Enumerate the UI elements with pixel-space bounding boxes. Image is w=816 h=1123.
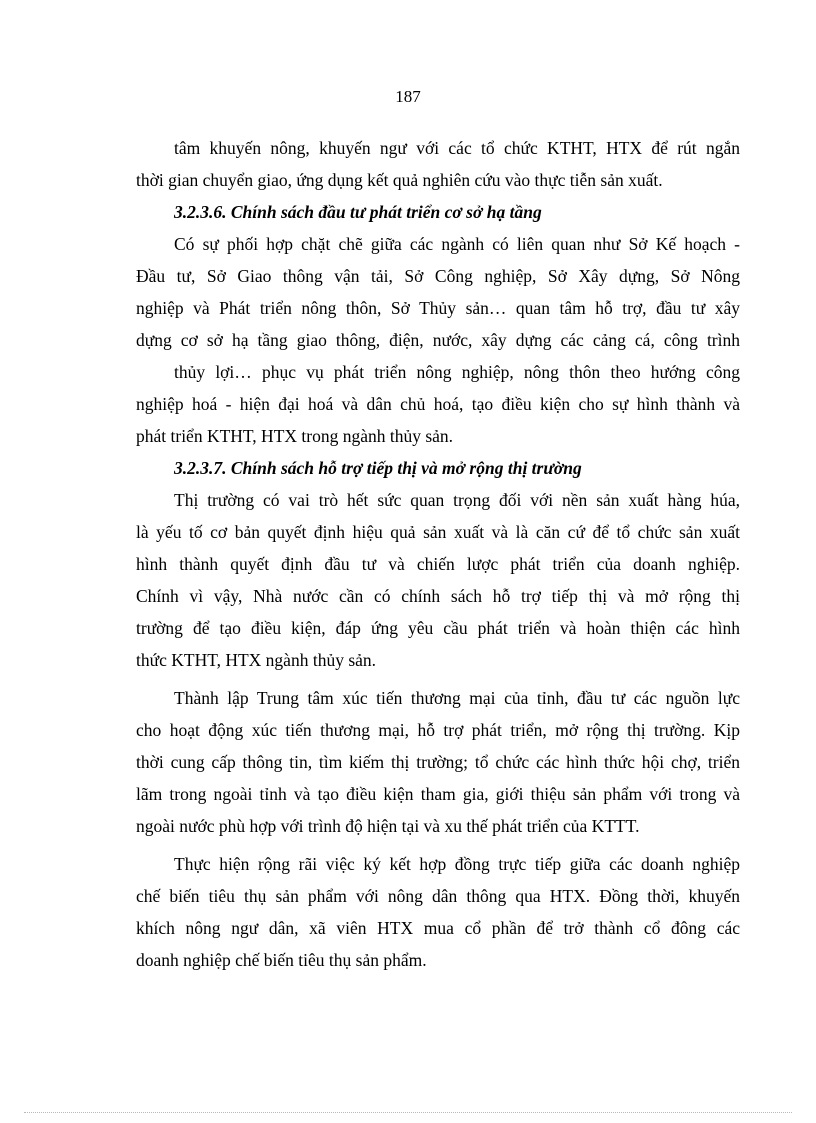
paragraph-last-line: ngoài nước phù hợp với trình độ hiện tại và xu thế phát triển của KTTT. <box>136 816 640 836</box>
paragraph-first-line: Thị trường có vai trò hết sức quan trọng đối với nền sản xuất hàng húa, <box>174 490 740 510</box>
text-line: chế biến tiêu thụ sản phẩm với nông dân thông qua HTX. Đồng thời, khuyến <box>136 886 740 906</box>
text-line: trường để tạo điều kiện, đáp ứng yêu cầu phát triển và hoàn thiện các hình <box>136 618 740 638</box>
paragraph-first-line: Thực hiện rộng rãi việc ký kết hợp đồng trực tiếp giữa các doanh nghiệp <box>174 854 740 874</box>
text-line: khích nông ngư dân, xã viên HTX mua cổ phần để trở thành cổ đông các <box>136 918 740 938</box>
footer-dotted-rule <box>24 1112 792 1113</box>
text-line: cho hoạt động xúc tiến thương mại, hỗ trợ phát triển, mở rộng thị trường. Kịp <box>136 720 740 740</box>
section-heading: 3.2.3.6. Chính sách đầu tư phát triển cơ sở hạ tầng <box>174 202 542 222</box>
text-line: nghiệp hoá - hiện đại hoá và dân chủ hoá, tạo điều kiện cho sự hình thành và <box>136 394 740 414</box>
text-line: hình thành quyết định đầu tư và chiến lược phát triển của doanh nghiệp. <box>136 554 740 574</box>
paragraph-first-line: Có sự phối hợp chặt chẽ giữa các ngành có liên quan như Sở Kế hoạch - <box>174 234 740 254</box>
text-line: Chính vì vậy, Nhà nước cần có chính sách hỗ trợ tiếp thị và mở rộng thị <box>136 586 740 606</box>
section-heading: 3.2.3.7. Chính sách hỗ trợ tiếp thị và mở rộng thị trường <box>174 458 582 478</box>
paragraph-first-line: thủy lợi… phục vụ phát triển nông nghiệp, nông thôn theo hướng công <box>174 362 740 382</box>
text-line: dựng cơ sở hạ tầng giao thông, điện, nước, xây dựng các cảng cá, công trình <box>136 330 740 350</box>
document-body <box>136 132 740 976</box>
paragraph-last-line: thời gian chuyển giao, ứng dụng kết quả nghiên cứu vào thực tiễn sản xuất. <box>136 170 663 190</box>
page-number: 187 <box>395 87 421 106</box>
paragraph-first-line: Thành lập Trung tâm xúc tiến thương mại của tỉnh, đầu tư các nguồn lực <box>174 688 740 708</box>
text-line: là yếu tố cơ bản quyết định hiệu quả sản xuất và là căn cứ để tổ chức sản xuất <box>136 522 740 542</box>
paragraph-last-line: doanh nghiệp chế biến tiêu thụ sản phẩm. <box>136 950 427 970</box>
text-line: nghiệp và Phát triển nông thôn, Sở Thủy sản… quan tâm hỗ trợ, đầu tư xây <box>136 298 740 318</box>
paragraph-last-line: thức KTHT, HTX ngành thủy sản. <box>136 650 377 670</box>
text-line: thời cung cấp thông tin, tìm kiếm thị trường; tổ chức các hình thức hội chợ, triển <box>136 752 740 772</box>
text-line: lãm trong ngoài tỉnh và tạo điều kiện tham gia, giới thiệu sản phẩm với trong và <box>136 784 740 804</box>
text-line: Đầu tư, Sở Giao thông vận tải, Sở Công nghiệp, Sở Xây dựng, Sở Nông <box>136 266 740 286</box>
paragraph-last-line: phát triển KTHT, HTX trong ngành thủy sản. <box>136 426 454 446</box>
paragraph-first-line: tâm khuyến nông, khuyến ngư với các tổ chức KTHT, HTX để rút ngắn <box>174 138 740 158</box>
